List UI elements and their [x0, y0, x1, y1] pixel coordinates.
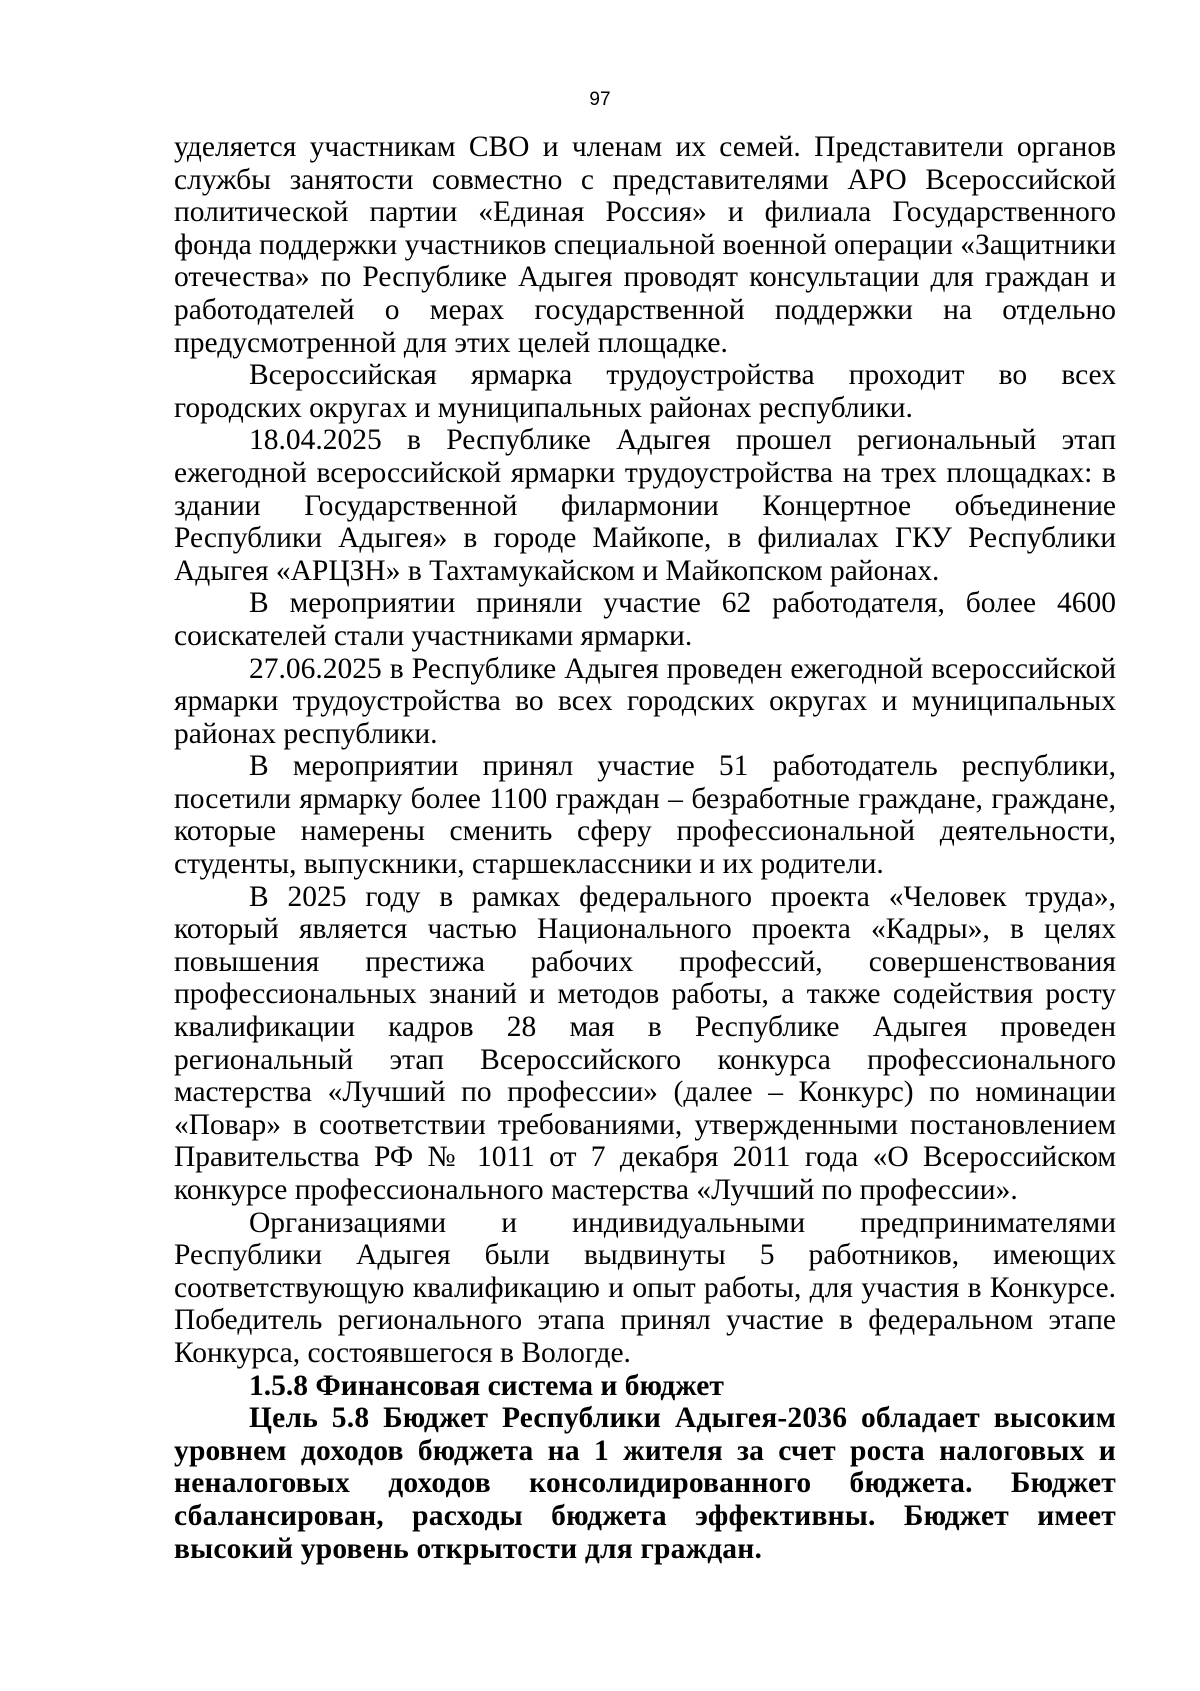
section-heading: 1.5.8 Финансовая система и бюджет — [249, 1369, 724, 1402]
paragraph: В мероприятии принял участие 51 работодатель республики, посетили ярмарку более 1100 граждан – безработные граждане, граждане, которые намерены сменить сферу профессиональной деятельности, студенты, выпускники, старшеклассники и их родители. — [174, 750, 1116, 881]
paragraph: В мероприятии приняли участие 62 работодателя, более 4600 соискателей стали участниками ярмарки. — [174, 587, 1116, 652]
paragraph: Всероссийская ярмарка трудоустройства проходит во всех городских округах и муниципальных районах республики. — [174, 359, 1116, 424]
paragraph: 18.04.2025 в Республике Адыгея прошел региональный этап ежегодной всероссийской ярмарки трудоустройства на трех площадках: в здании Государственной филармонии Концертное объединение Республики Адыгея» в городе Майкопе, в филиалах ГКУ Республики Адыгея «АРЦЗН» в Тахтамукайском и Майкопском районах. — [174, 424, 1116, 587]
paragraph: 27.06.2025 в Республике Адыгея проведен ежегодной всероссийской ярмарки трудоустройства во всех городских округах и муниципальных районах республики. — [174, 652, 1116, 750]
goal-statement: Цель 5.8 Бюджет Республики Адыгея-2036 обладает высоким уровнем доходов бюджета на 1 жителя за счет роста налоговых и неналоговых доходов консолидированного бюджета. Бюджет сбалансирован, расходы бюджета эффективны. Бюджет имеет высокий уровень открытости для граждан. — [174, 1402, 1116, 1565]
paragraph-continuation: уделяется участникам СВО и членам их семей. Представители органов службы занятости совместно с представителями АРО Всероссийской политической партии «Единая Россия» и филиала Государственного фонда поддержки участников специальной военной операции «Защитники отечества» по Республике Адыгея проводят консультации для граждан и работодателей о мерах государственной поддержки на отдельно предусмотренной для этих целей площадке. — [174, 131, 1116, 359]
paragraph: В 2025 году в рамках федерального проекта «Человек труда», который является частью Национального проекта «Кадры», в целях повышения престижа рабочих профессий, совершенствования профессиональных знаний и методов работы, а также содействия росту квалификации кадров 28 мая в Республике Адыгея проведен региональный этап Всероссийского конкурса профессионального мастерства «Лучший по профессии» (далее – Конкурс) по номинации «Повар» в соответствии требованиями, утвержденными постановлением Правительства РФ № 1011 от 7 декабря 2011 года «О Всероссийском конкурсе профессионального мастерства «Лучший по профессии». — [174, 880, 1116, 1206]
document-body — [174, 131, 1116, 1565]
paragraph: Организациями и индивидуальными предпринимателями Республики Адыгея были выдвинуты 5 работников, имеющих соответствующую квалификацию и опыт работы, для участия в Конкурсе. Победитель регионального этапа принял участие в федеральном этапе Конкурса, состоявшегося в Вологде. — [174, 1206, 1116, 1369]
page-number: 97 — [589, 89, 611, 110]
